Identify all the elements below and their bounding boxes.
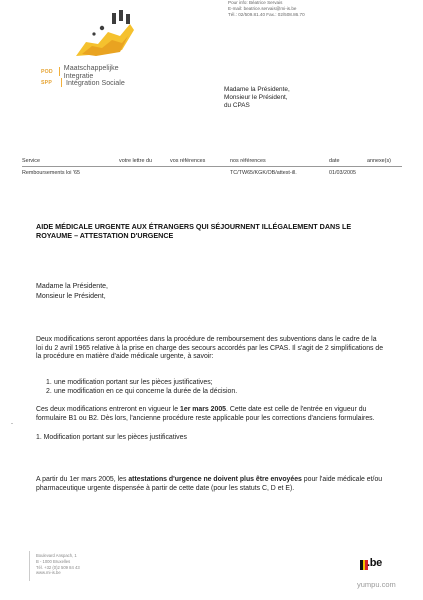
- reference-header-row: [22, 158, 402, 170]
- ref-value-service: Remboursements loi '65: [22, 170, 80, 176]
- footer-website-link[interactable]: www.mi-is.be: [36, 570, 61, 576]
- salutation-line: Monsieur le Président,: [36, 292, 106, 300]
- ref-header-our-refs: nos références: [230, 158, 266, 164]
- list-number: 2.: [46, 387, 52, 395]
- footer-line: Tél. +32 (0)2 509 84 43: [36, 564, 80, 570]
- ref-value-our-refs: TC/TW65/KGK/OB/attest-ill.: [230, 170, 297, 176]
- addressee-line: Monsieur le Président,: [224, 94, 288, 102]
- ref-header-service: Service: [22, 158, 40, 164]
- footer-line: Boulevard Anspach, 1: [36, 553, 77, 558]
- ref-header-date: date: [329, 158, 340, 164]
- ref-header-your-letter: votre lettre du: [119, 158, 152, 164]
- separator: [61, 78, 62, 87]
- attestations-emphasis: attestations d'urgence ne doivent plus être envoyées: [128, 476, 302, 483]
- paragraph-text: Ces deux modifications entreront en vigueur le: [36, 406, 181, 413]
- contact-email[interactable]: E-mail: beatrice.servais@mi-is.be: [228, 6, 297, 12]
- list-text: une modification en ce qui concerne la durée de la décision.: [54, 387, 238, 395]
- ref-value-date: 01/03/2005: [329, 170, 356, 176]
- spp-name: Intégration Sociale: [66, 78, 125, 87]
- footer-address: [36, 553, 80, 576]
- divider: [22, 166, 402, 167]
- paragraph-text: pour l'aide médicale et/ou pharmaceutique urgente dispensée à partir de cette date (pour les statuts C, D et E).: [36, 476, 383, 492]
- ref-header-your-refs: vos références: [170, 158, 206, 164]
- paragraph-text: A partir du 1er mars 2005, les: [36, 476, 129, 483]
- be-logo: .be: [367, 557, 382, 569]
- watermark: yumpu.com: [357, 580, 396, 589]
- spp-label: SPP: [41, 79, 52, 86]
- footer-divider: [29, 551, 30, 581]
- list-item: [36, 379, 384, 388]
- modifications-list: [36, 379, 384, 396]
- reference-value-row: [22, 170, 402, 182]
- list-item: [36, 388, 384, 397]
- salutation-line: Madame la Présidente,: [36, 283, 108, 290]
- paragraph-effective-date: [36, 406, 384, 423]
- addressee-block: [224, 86, 290, 111]
- separator: [59, 67, 60, 76]
- contact-info: [228, 0, 305, 19]
- organisation-names: [41, 63, 141, 88]
- paragraph-intro: Deux modifications seront apportées dans la procédure de remboursement des subventions dans le cadre de la loi du 2 avril 1965 relative à la prise en charge des secours accordés par les CPAS. Il s'agit de 2 simplifications de la procédure en matière d'aide médicale urgente, à savoir:: [36, 336, 384, 361]
- contact-phone: Tél.: 02/509.81.40 Fax.: 02/508.86.70: [228, 12, 305, 18]
- footer-line: B - 1000 Bruxelles: [36, 558, 71, 564]
- letter-subject: AIDE MÉDICALE URGENTE AUX ÉTRANGERS QUI SÉJOURNENT ILLÉGALEMENT DANS LE ROYAUME – ATTESTATION D'URGENCE: [36, 222, 352, 240]
- addressee-line: Madame la Présidente,: [224, 86, 290, 93]
- addressee-line: du CPAS: [224, 102, 250, 110]
- pod-row: [41, 63, 141, 80]
- section-title: 1. Modification portant sur les pièces justificatives: [36, 434, 187, 441]
- effective-date-emphasis: 1er mars 2005: [180, 406, 227, 413]
- pod-label: POD: [41, 68, 53, 75]
- pod-name: Maatschappelijke Integratie: [63, 63, 119, 80]
- paragraph-text: . Cette date est celle de l'entrée en vigueur du formulaire B1 ou B2. Dès lors, l'ancienne procédure reste applicable pour les corrections d'anciens formulaires.: [36, 406, 375, 422]
- paragraph-attestations: [36, 476, 384, 493]
- ref-header-annexes: annexe(s): [367, 158, 391, 164]
- reference-table: [22, 158, 402, 182]
- pod-logo-icon: [72, 10, 138, 60]
- salutation: [36, 282, 108, 301]
- list-number: 1.: [46, 379, 52, 386]
- contact-line: Pour info: Béatrice Servais: [228, 0, 283, 5]
- margin-mark: -: [11, 421, 13, 427]
- list-text: une modification portant sur les pièces justificatives;: [54, 379, 213, 386]
